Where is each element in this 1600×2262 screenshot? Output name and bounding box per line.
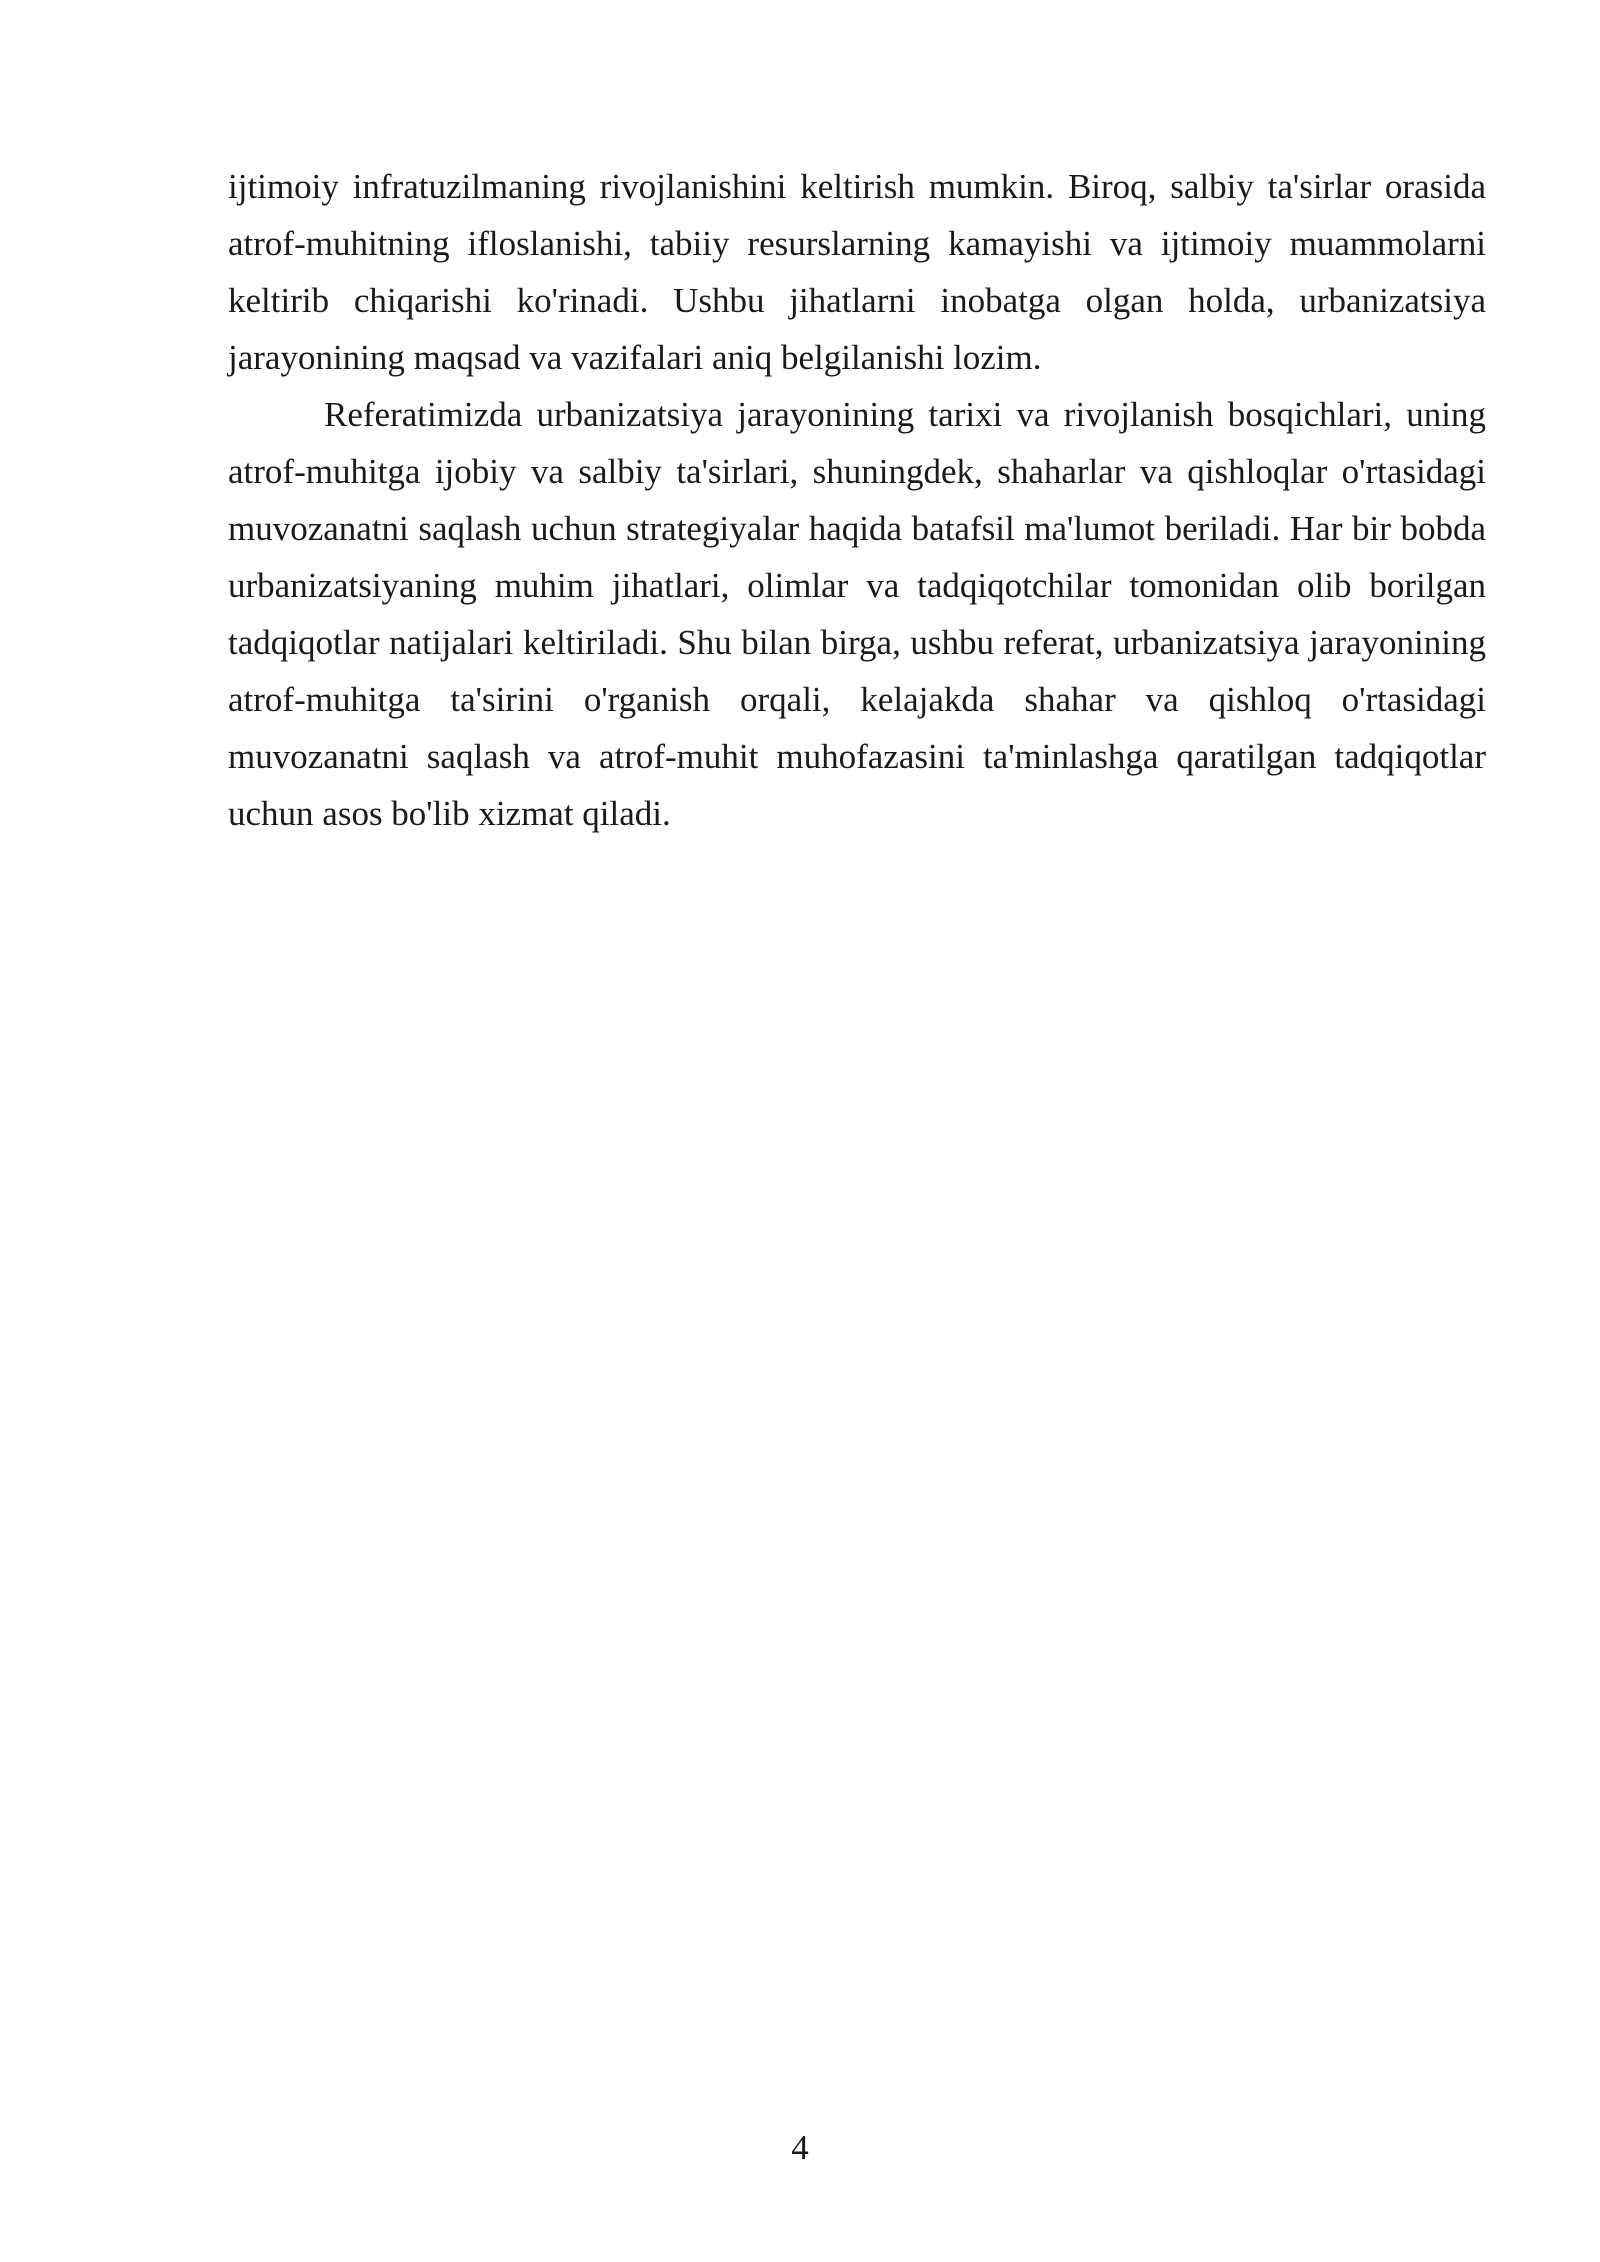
page-number: 4 <box>791 2128 809 2167</box>
paragraph-referat-overview: Referatimizda urbanizatsiya jarayonining tarixi va rivojlanish bosqichlari, uning atrof-muhitga ijobiy va salbiy ta'sirlari, shuningdek, shaharlar va qishloqlar o'rtasidagi muvozanatni saqlash uchun strategiyalar haqida batafsil ma'lumot beriladi. Har bir bobda urbanizatsiyaning muhim jihatlari, olimlar va tadqiqotchilar tomonidan olib borilgan tadqiqotlar natijalari keltiriladi. Shu bilan birga, ushbu referat, urbanizatsiya jarayonining atrof-muhitga ta'sirini o'rganish orqali, kelajakda shahar va qishloq o'rtasidagi muvozanatni saqlash va atrof-muhit muhofazasini ta'minlashga qaratilgan tadqiqotlar uchun asos bo'lib xizmat qiladi. <box>228 395 1486 833</box>
paragraph-continuation: ijtimoiy infratuzilmaning rivojlanishini keltirish mumkin. Biroq, salbiy ta'sirlar orasida atrof-muhitning ifloslanishi, tabiiy resurslarning kamayishi va ijtimoiy muammolarni keltirib chiqarishi ko'rinadi. Ushbu jihatlarni inobatga olgan holda, urbanizatsiya jarayonining maqsad va vazifalari aniq belgilanishi lozim. <box>228 167 1486 377</box>
document-body <box>228 158 1486 842</box>
